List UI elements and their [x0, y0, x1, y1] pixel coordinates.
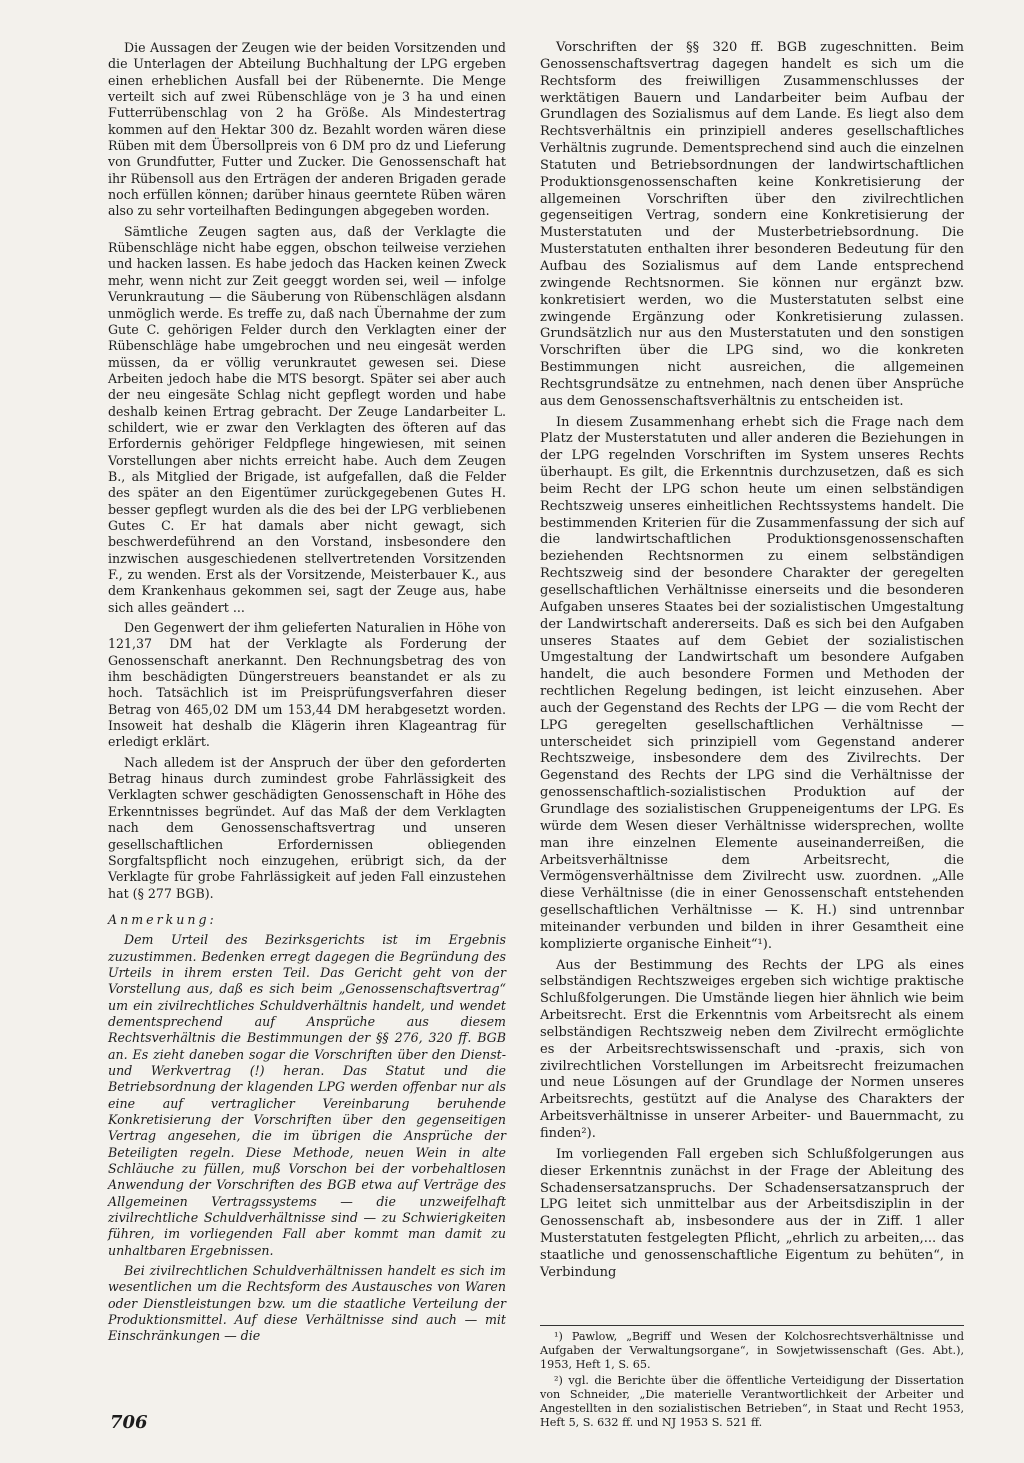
- italic-paragraph: Vorschriften der §§ 320 ff. BGB zugeschnitten. Beim Genossenschaftsvertrag dagegen handelt es sich um die Rechtsform des freiwilligen Zusammenschlusses der werktätigen Bauern und Landarbeiter beim Aufbau der Grundlagen des Sozialismus auf dem Lande. Es liegt also dem Rechtsverhältnis ein prinzipiell anderes gesellschaftliches Verhältnis zugrunde. Dementsprechend sind auch die einzelnen Statuten und Betriebsordnungen der landwirtschaftlichen Produktionsgenossenschaften keine Konkretisierung der allgemeinen Vorschriften über den zivilrechtlichen gegenseitigen Vertrag, sondern eine Konkretisierung der Musterstatuten und der Musterbetriebsordnung. Die Musterstatuten enthalten ihrer besonderen Bedeutung für den Aufbau des Sozialismus auf dem Lande entsprechend zwingende Rechtsnormen. Sie können nur ergänzt bzw. konkretisiert werden, wo die Musterstatuten selbst eine zwingende Ergänzung oder Konkretisierung zulassen. Grundsätzlich nur aus den Musterstatuten und den sonstigen Vorschriften über die LPG sind, wo die konkreten Bestimmungen nicht ausreichen, die allgemeinen Rechtsgrundsätze zu entnehmen, nach denen über Ansprüche aus dem Genossenschaftsverhältnis zu entscheiden ist.: [540, 40, 964, 409]
- right-column: [540, 40, 964, 1286]
- annotation-heading: Anmerkung:: [108, 911, 217, 927]
- body-paragraph: Die Aussagen der Zeugen wie der beiden Vorsitzenden und die Unterlagen der Abteilung Buchhaltung der LPG ergeben einen erheblichen Ausfall bei der Rübenernte. Die Menge verteilt sich auf zwei Rübenschläge von je 3 ha und einen Futterrübenschlag von 2 ha Größe. Als Mindestertrag kommen auf den Hektar 300 dz. Bezahlt worden wären diese Rüben mit dem Übersollpreis von 6 DM pro dz und Lieferung von Grundfutter, Futter und Zucker. Die Genossenschaft hat ihr Rübensoll aus den Erträgen der anderen Brigaden gerade noch erfüllen können; darüber hinaus geerntete Rüben wären also zu sehr vorteilhaften Bedingungen abgegeben worden.: [108, 40, 506, 219]
- body-paragraph: Sämtliche Zeugen sagten aus, daß der Verklagte die Rübenschläge nicht habe eggen, obschon teilweise verziehen und hacken lassen. Es habe jedoch das Hacken keinen Zweck mehr, wenn nicht zur Zeit geeggt worden sei, weil — infolge Verunkrautung — die Säuberung von Rübenschlägen alsdann unmöglich werde. Es treffe zu, daß nach Übernahme der zum Gute C. gehörigen Felder durch den Verklagten einer der Rübenschläge habe umgebrochen und neu eingesät werden müssen, da er völlig verunkrautet gewesen sei. Diese Arbeiten jedoch habe die MTS besorgt. Später sei aber auch der neu eingesäte Schlag nicht gepflegt worden und habe deshalb keinen Ertrag gebracht. Der Zeuge Landarbeiter L. schildert, wie er zwar den Verklagten des öfteren auf das Erfordernis gehöriger Feldpflege hingewiesen, mit seinen Vorstellungen aber nichts erreicht habe. Auch dem Zeugen B., als Mitglied der Brigade, ist aufgefallen, daß die Felder des später an den Eigentümer zurückgegebenen Gutes H. besser gepflegt wurden als die des bei der LPG verbliebenen Gutes C. Er hat damals aber nicht gewagt, sich beschwerdeführend an den Vorstand, insbesondere den inzwischen ausgeschiedenen stellvertretenden Vorsitzenden F., zu wenden. Erst als der Vorsitzende, Meisterbauer K., aus dem Krankenhaus gekommen sei, sagt der Zeuge aus, habe sich alles geändert ...: [108, 223, 506, 615]
- italic-paragraph: Bei zivilrechtlichen Schuldverhältnissen handelt es sich im wesentlichen um die Rechtsform des Austausches von Waren oder Dienstleistungen bzw. um die staatliche Verteilung der Produktionsmittel. Auf diese Verhältnisse sind auch — mit Einschränkungen — die: [108, 1263, 506, 1344]
- annotation-text: [108, 932, 506, 1345]
- italic-paragraph: Im vorliegenden Fall ergeben sich Schlußfolgerungen aus dieser Erkenntnis zunächst in der Frage der Ableitung des Schadensersatzanspruchs. Der Schadensersatzanspruch der LPG leitet sich unmittelbar aus der Arbeitsdisziplin in der Genossenschaft ab, insbesondere aus der in Ziff. 1 aller Musterstatuten festgelegten Pflicht, „ehrlich zu arbeiten,... das staatliche und genossenschaftliche Eigentum zu behüten“, in Verbindung: [540, 1146, 964, 1280]
- footnote: ²) vgl. die Berichte über die öffentliche Verteidigung der Dissertation von Schneider, „Die materielle Verantwortlichkeit der Arbeiter und Angestellten in den sozialistischen Betrieben“, in Staat und Recht 1953, Heft 5, S. 632 ff. und NJ 1953 S. 521 ff.: [540, 1374, 964, 1429]
- italic-paragraph: Aus der Bestimmung des Rechts der LPG als eines selbständigen Rechtszweiges ergeben sich wichtige praktische Schlußfolgerungen. Die Umstände liegen hier ähnlich wie beim Arbeitsrecht. Erst die Erkenntnis vom Arbeitsrecht als einem selbständigen Rechtszweig neben dem Zivilrecht ermöglichte es der Arbeitsrechtswissenschaft und -praxis, sich von zivilrechtlichen Vorstellungen im Arbeitsrecht freizumachen und neue Lösungen auf der Grundlage der Normen unseres Arbeitsrechts, gestützt auf die Analyse des Charakters der Arbeitsverhältnisse in unserer Arbeiter- und Bauernmacht, zu finden²).: [540, 957, 964, 1141]
- footnotes: [540, 1325, 964, 1432]
- page-number: 706: [110, 1412, 148, 1433]
- body-paragraph: Den Gegenwert der ihm gelieferten Naturalien in Höhe von 121,37 DM hat der Verklagte als Forderung der Genossenschaft anerkannt. Den Rechnungsbetrag des von ihm beschädigten Düngerstreuers beanstandet er als zu hoch. Tatsächlich ist im Preisprüfungsverfahren dieser Betrag von 465,02 DM um 153,44 DM herabgesetzt worden. Insoweit hat deshalb die Klägerin ihren Klageantrag für erledigt erklärt.: [108, 620, 506, 750]
- italic-paragraph: Dem Urteil des Bezirksgerichts ist im Ergebnis zuzustimmen. Bedenken erregt dagegen die Begründung des Urteils in ihrem ersten Teil. Das Gericht geht von der Vorstellung aus, daß es sich beim „Genossenschaftsvertrag“ um ein zivilrechtliches Schuldverhältnis handelt, und wendet dementsprechend auf Ansprüche aus diesem Rechtsverhältnis die Bestimmungen der §§ 276, 320 ff. BGB an. Es zieht daneben sogar die Vorschriften über den Dienst- und Werkvertrag (!) heran. Das Statut und die Betriebsordnung der klagenden LPG werden offenbar nur als eine auf vertraglicher Vereinbarung beruhende Konkretisierung der Vorschriften über den gegenseitigen Vertrag angesehen, die im übrigen die Ansprüche der Beteiligten regeln. Diese Methode, neuen Wein in alte Schläuche zu füllen, muß Vorschon bei der vorbehaltlosen Anwendung der Vorschriften des BGB etwa auf Verträge des Allgemeinen Vertragssystems — die unzweifelhaft zivilrechtliche Schuldverhältnisse sind — zu Schwierigkeiten führen, im vorliegenden Fall aber kommt man damit zu unhaltbaren Ergebnissen.: [108, 932, 506, 1258]
- body-paragraph: Nach alledem ist der Anspruch der über den geforderten Betrag hinaus durch zumindest grobe Fahrlässigkeit des Verklagten schwer geschädigten Genossenschaft in Höhe des Erkenntnisses begründet. Auf das Maß der dem Verklagten nach dem Genossenschaftsvertrag und unseren gesellschaftlichen Erfordernissen obliegenden Sorgfaltspflicht noch einzugehen, erübrigt sich, da der Verklagte für grobe Fahrlässigkeit auf jeden Fall einzustehen hat (§ 277 BGB).: [108, 754, 506, 901]
- footnote: ¹) Pawlow, „Begriff und Wesen der Kolchosrechtsverhältnisse und Aufgaben der Verwaltungsorgane“, in Sowjetwissenschaft (Ges. Abt.), 1953, Heft 1, S. 65.: [540, 1330, 964, 1371]
- italic-paragraph: In diesem Zusammenhang erhebt sich die Frage nach dem Platz der Musterstatuten und aller anderen die Beziehungen in der LPG regelnden Vorschriften im System unseres Rechts überhaupt. Es gilt, die Erkenntnis durchzusetzen, daß es sich beim Recht der LPG schon heute um einen selbständigen Rechtszweig unseres einheitlichen Rechtssystems handelt. Die bestimmenden Kriterien für die Zusammenfassung der sich auf die landwirtschaftlichen Produktionsgenossenschaften beziehenden Rechtsnormen zu einem selbständigen Rechtszweig sind der besondere Charakter der geregelten gesellschaftlichen Verhältnisse einerseits und die besonderen Aufgaben unseres Staates bei der sozialistischen Umgestaltung der Landwirtschaft andererseits. Daß es sich bei den Aufgaben unseres Staates auf dem Gebiet der sozialistischen Umgestaltung der Landwirtschaft um besondere Aufgaben handelt, die auch besondere Formen und Methoden der rechtlichen Regelung bedingen, ist leicht einzusehen. Aber auch der Gegenstand des Rechts der LPG — die vom Recht der LPG geregelten gesellschaftlichen Verhältnisse — unterscheidet sich prinzipiell vom Gegenstand anderer Rechtszweige, insbesondere dem des Zivilrechts. Der Gegenstand des Rechts der LPG sind die Verhältnisse der genossenschaftlich-sozialistischen Produktion auf der Grundlage des sozialistischen Gruppeneigentums der LPG. Es würde dem Wesen dieser Verhältnisse widersprechen, wollte man ihre einzelnen Elemente auseinanderreißen, die Arbeitsverhältnisse dem Arbeitsrecht, die Vermögensverhältnisse dem Zivilrecht usw. zuordnen. „Alle diese Verhältnisse (die in einer Genossenschaft entstehenden gesellschaftlichen Verhältnisse — K. H.) sind untrennbar miteinander verbunden und bilden in ihrer Gesamtheit eine komplizierte organische Einheit“¹).: [540, 414, 964, 952]
- left-column: [108, 40, 506, 1349]
